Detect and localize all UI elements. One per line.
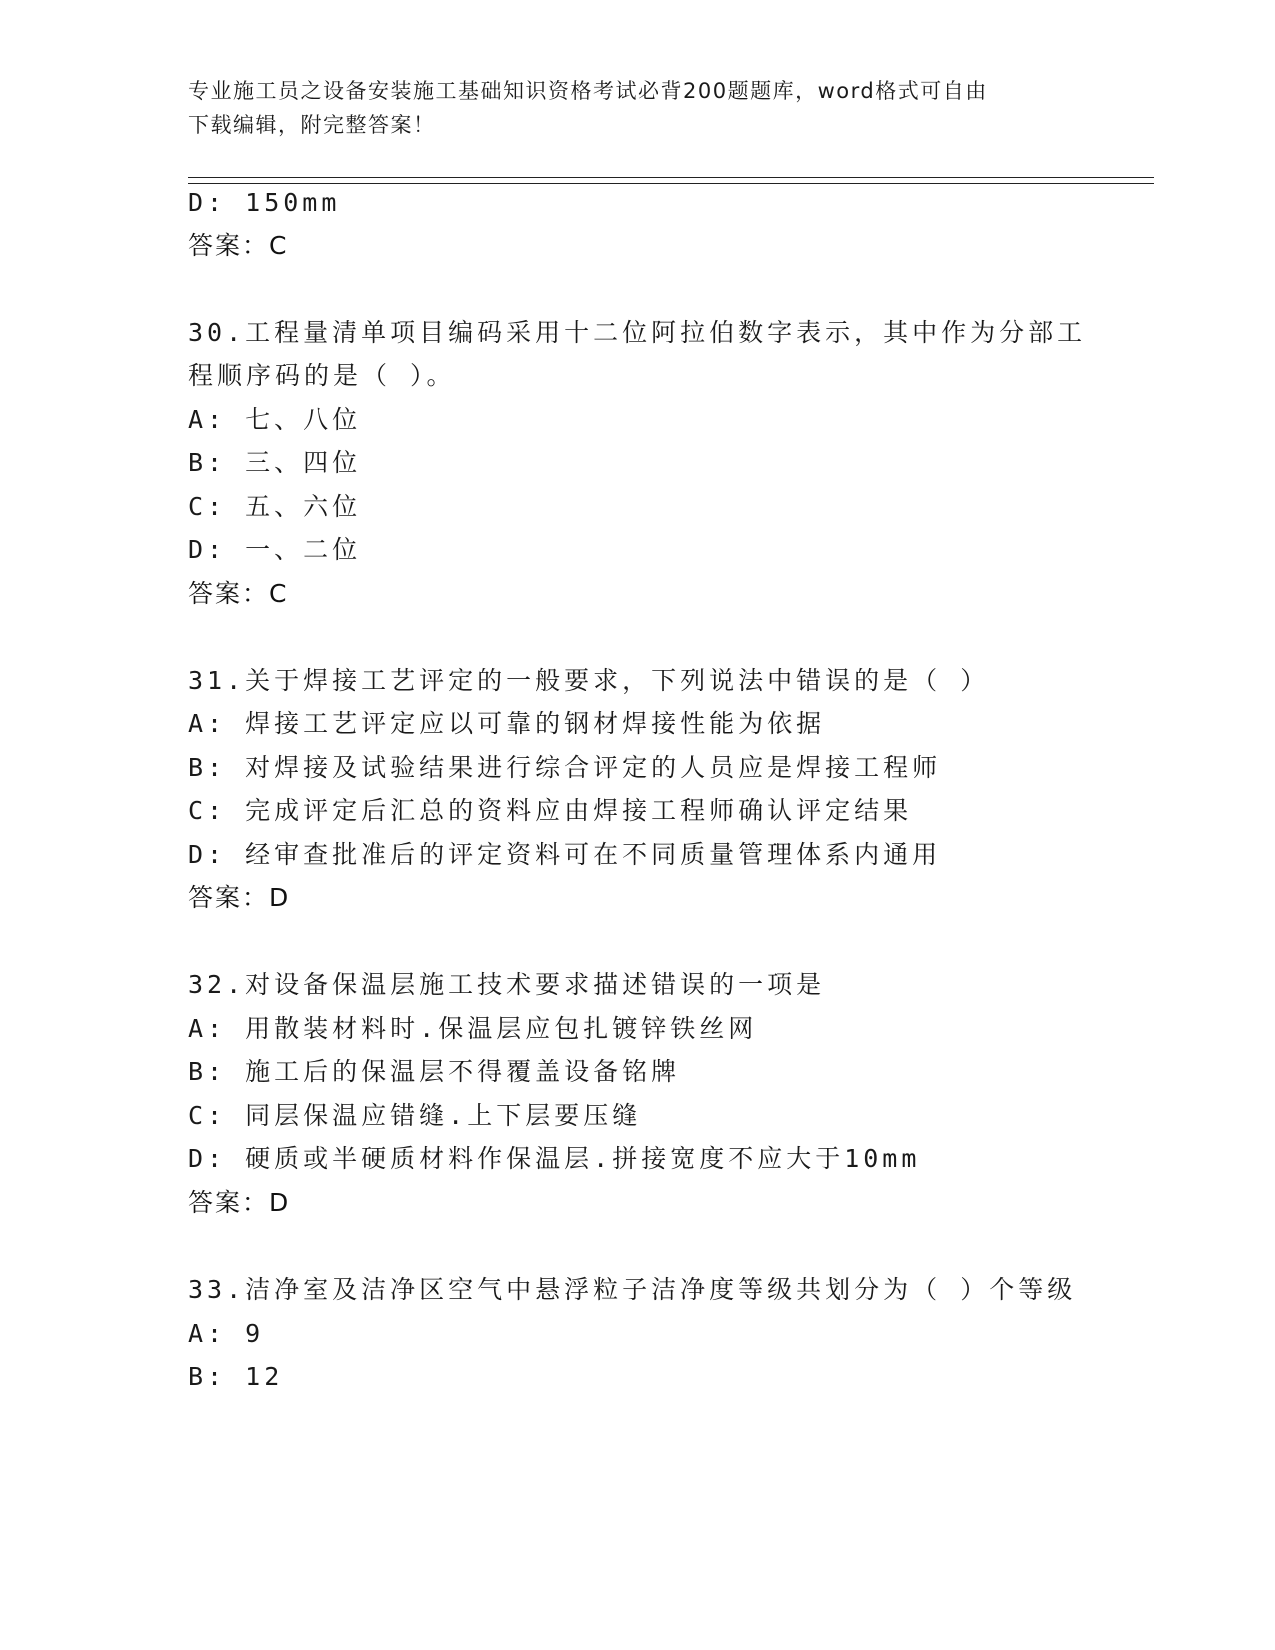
header-divider-bottom bbox=[188, 183, 1154, 184]
q32-option-c: C: 同层保温应错缝.上下层要压缝 bbox=[188, 1101, 642, 1130]
q30-answer: 答案：C bbox=[188, 579, 289, 608]
q31-option-a: A: 焊接工艺评定应以可靠的钢材焊接性能为依据 bbox=[188, 709, 826, 738]
q30-stem-line-2: 程顺序码的是（ ）。 bbox=[188, 361, 456, 390]
q30-option-b: B: 三、四位 bbox=[188, 448, 362, 477]
q32-answer: 答案：D bbox=[188, 1188, 291, 1217]
q30-option-a: A: 七、八位 bbox=[188, 405, 362, 434]
q30-stem-line-1: 30.工程量清单项目编码采用十二位阿拉伯数字表示，其中作为分部工 bbox=[188, 318, 1087, 347]
q30-option-d: D: 一、二位 bbox=[188, 535, 362, 564]
q29-answer: 答案：C bbox=[188, 231, 289, 260]
q33-stem: 33.洁净室及洁净区空气中悬浮粒子洁净度等级共划分为（ ）个等级 bbox=[188, 1275, 1077, 1304]
header-title-line-2: 下载编辑，附完整答案！ bbox=[188, 113, 436, 137]
q33-option-b: B: 12 bbox=[188, 1362, 284, 1391]
header-divider-top bbox=[188, 177, 1154, 178]
header-title-line-1: 专业施工员之设备安装施工基础知识资格考试必背200题题库，word格式可自由 bbox=[188, 79, 988, 103]
q31-answer: 答案：D bbox=[188, 883, 291, 912]
q32-option-d: D: 硬质或半硬质材料作保温层.拼接宽度不应大于10mm bbox=[188, 1144, 921, 1173]
q29-option-d: D: 150mm bbox=[188, 188, 341, 217]
q31-option-d: D: 经审查批准后的评定资料可在不同质量管理体系内通用 bbox=[188, 840, 942, 869]
q30-option-c: C: 五、六位 bbox=[188, 492, 362, 521]
q33-option-a: A: 9 bbox=[188, 1319, 265, 1348]
q31-option-c: C: 完成评定后汇总的资料应由焊接工程师确认评定结果 bbox=[188, 796, 913, 825]
q31-stem: 31.关于焊接工艺评定的一般要求，下列说法中错误的是（ ） bbox=[188, 666, 990, 695]
q32-stem: 32.对设备保温层施工技术要求描述错误的一项是 bbox=[188, 970, 826, 999]
q31-option-b: B: 对焊接及试验结果进行综合评定的人员应是焊接工程师 bbox=[188, 753, 942, 782]
page-header bbox=[188, 74, 1088, 142]
q32-option-a: A: 用散装材料时.保温层应包扎镀锌铁丝网 bbox=[188, 1014, 758, 1043]
q32-option-b: B: 施工后的保温层不得覆盖设备铭牌 bbox=[188, 1057, 681, 1086]
